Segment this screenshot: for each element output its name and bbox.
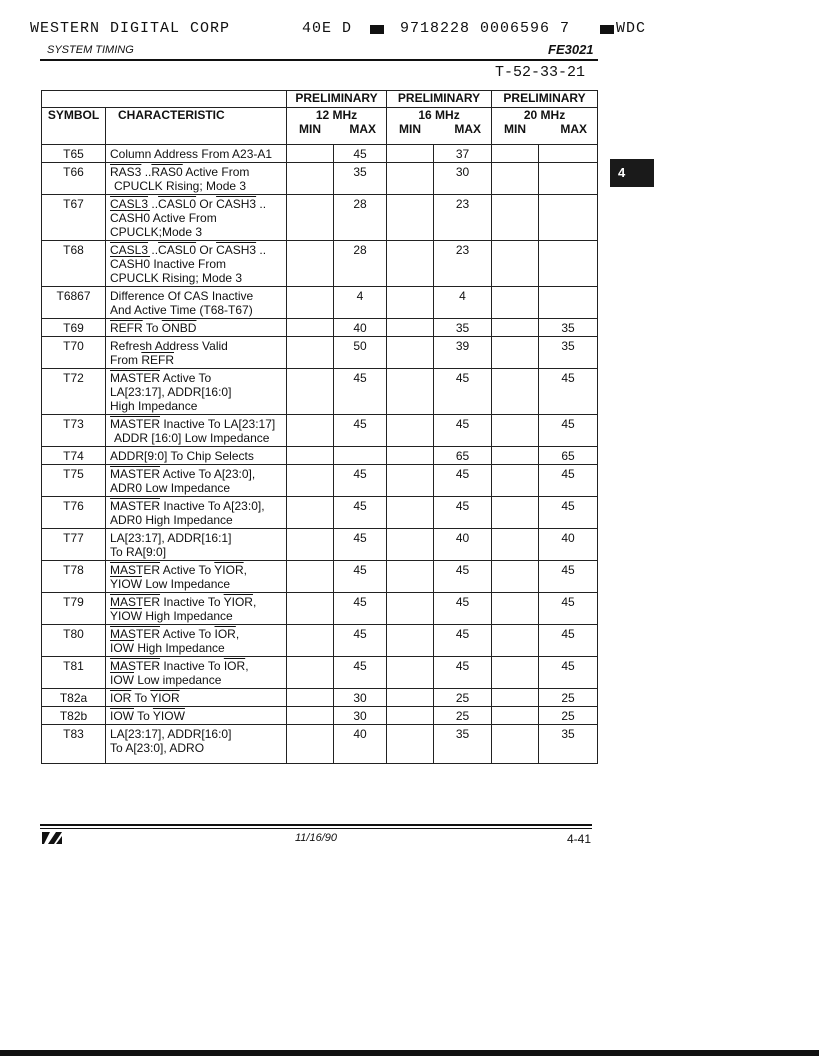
max-20mhz-cell: 45 bbox=[539, 497, 598, 529]
min-20mhz-cell bbox=[492, 369, 539, 415]
min-label: MIN bbox=[504, 122, 527, 136]
min-20mhz-cell bbox=[492, 561, 539, 593]
max-16mhz-cell: 35 bbox=[434, 725, 492, 764]
characteristic-cell bbox=[106, 725, 287, 764]
symbol-cell: T78 bbox=[42, 561, 106, 593]
table-row bbox=[42, 497, 598, 529]
characteristic-line: LA[23:17], ADDR[16:0] bbox=[110, 727, 232, 741]
max-16mhz-cell: 25 bbox=[434, 689, 492, 707]
max-20mhz-cell bbox=[539, 163, 598, 195]
characteristic-line: $\overline{IOW}$ High Impedance bbox=[110, 641, 225, 655]
barcode-mark-2 bbox=[600, 25, 614, 34]
table-row bbox=[42, 319, 598, 337]
characteristic-line: ADR0 High Impedance bbox=[110, 513, 233, 527]
min-12mhz-cell bbox=[287, 657, 334, 689]
min-20mhz-cell bbox=[492, 625, 539, 657]
table-row bbox=[42, 163, 598, 195]
table-row bbox=[42, 561, 598, 593]
min-16mhz-cell bbox=[387, 625, 434, 657]
characteristic-line: REFR To ONBD bbox=[110, 321, 197, 335]
min-20mhz-cell bbox=[492, 415, 539, 447]
max-12mhz-cell: 45 bbox=[334, 529, 387, 561]
min-20mhz-cell bbox=[492, 497, 539, 529]
characteristic-cell bbox=[106, 497, 287, 529]
symbol-cell: T67 bbox=[42, 195, 106, 241]
min-12mhz-cell bbox=[287, 287, 334, 319]
min-12mhz-cell bbox=[287, 369, 334, 415]
max-20mhz-cell: 45 bbox=[539, 465, 598, 497]
max-12mhz-cell: 45 bbox=[334, 465, 387, 497]
min-20mhz-cell bbox=[492, 657, 539, 689]
serial-number: 9718228 0006596 7 bbox=[400, 20, 571, 37]
symbol-cell: T80 bbox=[42, 625, 106, 657]
min-16mhz-cell bbox=[387, 561, 434, 593]
max-label: MAX bbox=[454, 122, 482, 136]
characteristic-line: ADDR[9:0] To Chip Selects bbox=[110, 449, 254, 463]
min-label: MIN bbox=[299, 122, 321, 136]
min-16mhz-cell bbox=[387, 415, 434, 447]
company-logo-icon bbox=[42, 830, 62, 846]
characteristic-line: CASL3 ..CASL0 Or CASH3 .. bbox=[110, 197, 267, 211]
min-20mhz-cell bbox=[492, 725, 539, 764]
max-20mhz-cell: 45 bbox=[539, 561, 598, 593]
characteristic-cell bbox=[106, 319, 287, 337]
max-label: MAX bbox=[560, 122, 588, 136]
page-number: 4-41 bbox=[567, 832, 592, 846]
symbol-cell: T82a bbox=[42, 689, 106, 707]
min-12mhz-cell bbox=[287, 625, 334, 657]
characteristic-line: High Impedance bbox=[110, 399, 198, 413]
symbol-cell: T68 bbox=[42, 241, 106, 287]
symbol-cell: T79 bbox=[42, 593, 106, 625]
characteristic-line: MASTER Active To A[23:0], bbox=[110, 467, 256, 481]
characteristic-line: MASTER Inactive To $\overline{IOR}$, bbox=[110, 659, 249, 673]
min-20mhz-cell bbox=[492, 689, 539, 707]
min-12mhz-cell bbox=[287, 561, 334, 593]
min-16mhz-cell bbox=[387, 725, 434, 764]
max-20mhz-cell bbox=[539, 145, 598, 163]
max-20mhz-cell: 45 bbox=[539, 415, 598, 447]
symbol-cell: T66 bbox=[42, 163, 106, 195]
symbol-cell: T75 bbox=[42, 465, 106, 497]
min-12mhz-cell bbox=[287, 725, 334, 764]
max-12mhz-cell: 35 bbox=[334, 163, 387, 195]
symbol-cell: T77 bbox=[42, 529, 106, 561]
min-12mhz-cell bbox=[287, 415, 334, 447]
characteristic-cell bbox=[106, 689, 287, 707]
characteristic-line: $\overline{IOW}$ To YIOW bbox=[110, 709, 185, 723]
timing-table bbox=[41, 90, 598, 764]
max-12mhz-cell: 30 bbox=[334, 707, 387, 725]
max-16mhz-cell: 45 bbox=[434, 657, 492, 689]
table-row bbox=[42, 465, 598, 497]
characteristic-line: LA[23:17], ADDR[16:0] bbox=[110, 385, 232, 399]
min-12mhz-cell bbox=[287, 337, 334, 369]
table-row bbox=[42, 625, 598, 657]
table-row bbox=[42, 725, 598, 764]
characteristic-cell bbox=[106, 415, 287, 447]
characteristic-cell bbox=[106, 241, 287, 287]
min-16mhz-cell bbox=[387, 369, 434, 415]
max-20mhz-cell: 35 bbox=[539, 319, 598, 337]
min-20mhz-cell bbox=[492, 319, 539, 337]
min-12mhz-cell bbox=[287, 195, 334, 241]
characteristic-cell bbox=[106, 145, 287, 163]
table-row bbox=[42, 287, 598, 319]
max-20mhz-cell: 45 bbox=[539, 369, 598, 415]
timing-table-body bbox=[42, 145, 598, 764]
table-row bbox=[42, 241, 598, 287]
min-20mhz-cell bbox=[492, 337, 539, 369]
min-16mhz-cell bbox=[387, 195, 434, 241]
max-16mhz-cell: 37 bbox=[434, 145, 492, 163]
min-20mhz-cell bbox=[492, 195, 539, 241]
symbol-cell: T72 bbox=[42, 369, 106, 415]
max-20mhz-cell: 35 bbox=[539, 337, 598, 369]
min-16mhz-cell bbox=[387, 145, 434, 163]
min-16mhz-cell bbox=[387, 241, 434, 287]
min-20mhz-cell bbox=[492, 287, 539, 319]
max-12mhz-cell: 28 bbox=[334, 195, 387, 241]
min-12mhz-cell bbox=[287, 447, 334, 465]
wdc-code: WDC bbox=[616, 20, 647, 37]
max-20mhz-cell bbox=[539, 195, 598, 241]
min-16mhz-cell bbox=[387, 447, 434, 465]
max-20mhz-cell: 45 bbox=[539, 593, 598, 625]
min-20mhz-cell bbox=[492, 241, 539, 287]
characteristic-cell bbox=[106, 593, 287, 625]
characteristic-line: CPUCLK Rising; Mode 3 bbox=[110, 271, 243, 285]
characteristic-cell bbox=[106, 337, 287, 369]
min-12mhz-cell bbox=[287, 163, 334, 195]
symbol-cell: T70 bbox=[42, 337, 106, 369]
characteristic-line: MASTER Inactive To YIOR, bbox=[110, 595, 257, 609]
freq-header-12 bbox=[287, 108, 387, 145]
max-20mhz-cell: 35 bbox=[539, 725, 598, 764]
min-12mhz-cell bbox=[287, 529, 334, 561]
footer-rule-thin bbox=[40, 828, 592, 829]
table-row bbox=[42, 195, 598, 241]
min-12mhz-cell bbox=[287, 319, 334, 337]
max-12mhz-cell: 45 bbox=[334, 415, 387, 447]
freq-label: 12 MHz bbox=[315, 108, 358, 122]
scan-edge-bar bbox=[0, 1050, 819, 1056]
characteristic-line: MASTER Inactive To A[23:0], bbox=[110, 499, 265, 513]
max-12mhz-cell: 30 bbox=[334, 689, 387, 707]
max-16mhz-cell: 45 bbox=[434, 625, 492, 657]
max-20mhz-cell bbox=[539, 241, 598, 287]
max-16mhz-cell: 23 bbox=[434, 241, 492, 287]
symbol-cell: T6867 bbox=[42, 287, 106, 319]
footer-rule bbox=[40, 824, 592, 826]
characteristic-line: Difference Of CAS Inactive bbox=[110, 289, 254, 303]
max-12mhz-cell: 40 bbox=[334, 725, 387, 764]
max-16mhz-cell: 65 bbox=[434, 447, 492, 465]
characteristic-cell bbox=[106, 465, 287, 497]
max-12mhz-cell: 40 bbox=[334, 319, 387, 337]
max-12mhz-cell: 50 bbox=[334, 337, 387, 369]
document-code: T-52-33-21 bbox=[495, 64, 586, 81]
min-16mhz-cell bbox=[387, 497, 434, 529]
characteristic-line: CPUCLK Rising; Mode 3 bbox=[114, 179, 247, 193]
characteristic-cell bbox=[106, 195, 287, 241]
characteristic-cell bbox=[106, 657, 287, 689]
table-row bbox=[42, 369, 598, 415]
freq-label: 20 MHz bbox=[523, 108, 566, 122]
characteristic-cell bbox=[106, 529, 287, 561]
characteristic-line: From REFR bbox=[110, 353, 175, 367]
table-row bbox=[42, 529, 598, 561]
characteristic-cell bbox=[106, 625, 287, 657]
freq-label: 16 MHz bbox=[418, 108, 460, 122]
min-16mhz-cell bbox=[387, 465, 434, 497]
min-20mhz-cell bbox=[492, 447, 539, 465]
min-16mhz-cell bbox=[387, 707, 434, 725]
max-16mhz-cell: 45 bbox=[434, 561, 492, 593]
max-16mhz-cell: 45 bbox=[434, 415, 492, 447]
max-12mhz-cell: 28 bbox=[334, 241, 387, 287]
min-20mhz-cell bbox=[492, 163, 539, 195]
symbol-cell: T83 bbox=[42, 725, 106, 764]
characteristic-line: YIOW High Impedance bbox=[110, 609, 233, 623]
max-16mhz-cell: 39 bbox=[434, 337, 492, 369]
symbol-header: SYMBOL bbox=[42, 108, 106, 145]
characteristic-line: RAS3 ..RAS0 Active From bbox=[110, 165, 250, 179]
max-12mhz-cell: 45 bbox=[334, 625, 387, 657]
min-16mhz-cell bbox=[387, 593, 434, 625]
characteristic-line: LA[23:17], ADDR[16:1] bbox=[110, 531, 232, 545]
table-row bbox=[42, 707, 598, 725]
min-20mhz-cell bbox=[492, 593, 539, 625]
characteristic-line: MASTER Active To YIOR, bbox=[110, 563, 247, 577]
document-header bbox=[30, 20, 647, 40]
characteristic-line: ADDR [16:0] Low Impedance bbox=[114, 431, 270, 445]
max-16mhz-cell: 40 bbox=[434, 529, 492, 561]
max-20mhz-cell: 25 bbox=[539, 707, 598, 725]
characteristic-line: CPUCLK;Mode 3 bbox=[110, 225, 203, 239]
max-12mhz-cell: 45 bbox=[334, 145, 387, 163]
symbol-cell: T76 bbox=[42, 497, 106, 529]
max-12mhz-cell: 4 bbox=[334, 287, 387, 319]
min-20mhz-cell bbox=[492, 707, 539, 725]
max-12mhz-cell: 45 bbox=[334, 561, 387, 593]
characteristic-line: To RA[9:0] bbox=[110, 545, 167, 559]
characteristic-line: To A[23:0], ADRO bbox=[110, 741, 205, 755]
max-label: MAX bbox=[349, 122, 377, 136]
symbol-cell: T82b bbox=[42, 707, 106, 725]
max-20mhz-cell: 25 bbox=[539, 689, 598, 707]
characteristic-line: CASH0 Active From bbox=[110, 211, 217, 225]
min-12mhz-cell bbox=[287, 689, 334, 707]
characteristic-cell bbox=[106, 447, 287, 465]
symbol-cell: T74 bbox=[42, 447, 106, 465]
max-12mhz-cell: 45 bbox=[334, 369, 387, 415]
max-16mhz-cell: 25 bbox=[434, 707, 492, 725]
header-blank bbox=[42, 91, 287, 108]
min-16mhz-cell bbox=[387, 337, 434, 369]
min-12mhz-cell bbox=[287, 241, 334, 287]
table-row bbox=[42, 689, 598, 707]
characteristic-line: MASTER Inactive To LA[23:17] bbox=[110, 417, 276, 431]
section-title: SYSTEM TIMING bbox=[47, 44, 134, 56]
max-20mhz-cell: 40 bbox=[539, 529, 598, 561]
min-16mhz-cell bbox=[387, 319, 434, 337]
max-16mhz-cell: 30 bbox=[434, 163, 492, 195]
symbol-cell: T65 bbox=[42, 145, 106, 163]
table-row bbox=[42, 337, 598, 369]
min-12mhz-cell bbox=[287, 593, 334, 625]
characteristic-line: $\overline{IOR}$ To YIOR bbox=[110, 691, 180, 705]
max-12mhz-cell bbox=[334, 447, 387, 465]
table-row bbox=[42, 415, 598, 447]
min-12mhz-cell bbox=[287, 497, 334, 529]
characteristic-cell bbox=[106, 287, 287, 319]
section-tab-marker: 4 bbox=[610, 159, 654, 187]
group-label-16mhz: PRELIMINARY bbox=[387, 91, 492, 108]
characteristic-line: And Active Time (T68-T67) bbox=[110, 303, 253, 317]
max-20mhz-cell: 45 bbox=[539, 657, 598, 689]
max-12mhz-cell: 45 bbox=[334, 497, 387, 529]
min-12mhz-cell bbox=[287, 145, 334, 163]
group-label-20mhz: PRELIMINARY bbox=[492, 91, 598, 108]
max-12mhz-cell: 45 bbox=[334, 657, 387, 689]
table-row bbox=[42, 593, 598, 625]
min-12mhz-cell bbox=[287, 707, 334, 725]
max-16mhz-cell: 45 bbox=[434, 465, 492, 497]
max-16mhz-cell: 45 bbox=[434, 497, 492, 529]
table-row bbox=[42, 447, 598, 465]
min-20mhz-cell bbox=[492, 529, 539, 561]
min-16mhz-cell bbox=[387, 529, 434, 561]
max-20mhz-cell bbox=[539, 287, 598, 319]
min-16mhz-cell bbox=[387, 163, 434, 195]
characteristic-cell bbox=[106, 561, 287, 593]
max-20mhz-cell: 65 bbox=[539, 447, 598, 465]
symbol-cell: T81 bbox=[42, 657, 106, 689]
symbol-cell: T69 bbox=[42, 319, 106, 337]
part-number: FE3021 bbox=[548, 42, 594, 57]
min-20mhz-cell bbox=[492, 145, 539, 163]
max-16mhz-cell: 45 bbox=[434, 593, 492, 625]
characteristic-line: Refresh Address Valid bbox=[110, 339, 228, 353]
symbol-cell: T73 bbox=[42, 415, 106, 447]
characteristic-line: CASH0 Inactive From bbox=[110, 257, 227, 271]
freq-header-16 bbox=[387, 108, 492, 145]
max-16mhz-cell: 35 bbox=[434, 319, 492, 337]
characteristic-line: MASTER Active To $\overline{IOR}$, bbox=[110, 627, 240, 641]
characteristic-line: MASTER Active To bbox=[110, 371, 212, 385]
footer-date: 11/16/90 bbox=[295, 832, 338, 844]
table-row bbox=[42, 145, 598, 163]
characteristic-header: CHARACTERISTIC bbox=[106, 108, 287, 145]
characteristic-cell bbox=[106, 163, 287, 195]
max-20mhz-cell: 45 bbox=[539, 625, 598, 657]
characteristic-cell bbox=[106, 369, 287, 415]
characteristic-cell bbox=[106, 707, 287, 725]
characteristic-line: YIOW Low Impedance bbox=[110, 577, 231, 591]
min-label: MIN bbox=[399, 122, 422, 136]
max-16mhz-cell: 23 bbox=[434, 195, 492, 241]
header-code: 40E D bbox=[302, 20, 353, 37]
freq-header-20 bbox=[492, 108, 598, 145]
characteristic-line: $\overline{IOW}$ Low impedance bbox=[110, 673, 222, 687]
company-name: WESTERN DIGITAL CORP bbox=[30, 20, 231, 37]
min-16mhz-cell bbox=[387, 689, 434, 707]
characteristic-line: CASL3 ..CASL0 Or CASH3 .. bbox=[110, 243, 267, 257]
max-16mhz-cell: 45 bbox=[434, 369, 492, 415]
min-16mhz-cell bbox=[387, 657, 434, 689]
barcode-mark bbox=[370, 25, 384, 34]
header-rule bbox=[40, 59, 598, 61]
group-label-12mhz: PRELIMINARY bbox=[287, 91, 387, 108]
max-16mhz-cell: 4 bbox=[434, 287, 492, 319]
min-20mhz-cell bbox=[492, 465, 539, 497]
characteristic-line: Column Address From A23-A1 bbox=[110, 147, 273, 161]
min-12mhz-cell bbox=[287, 465, 334, 497]
characteristic-line: ADR0 Low Impedance bbox=[110, 481, 231, 495]
table-row bbox=[42, 657, 598, 689]
min-16mhz-cell bbox=[387, 287, 434, 319]
max-12mhz-cell: 45 bbox=[334, 593, 387, 625]
